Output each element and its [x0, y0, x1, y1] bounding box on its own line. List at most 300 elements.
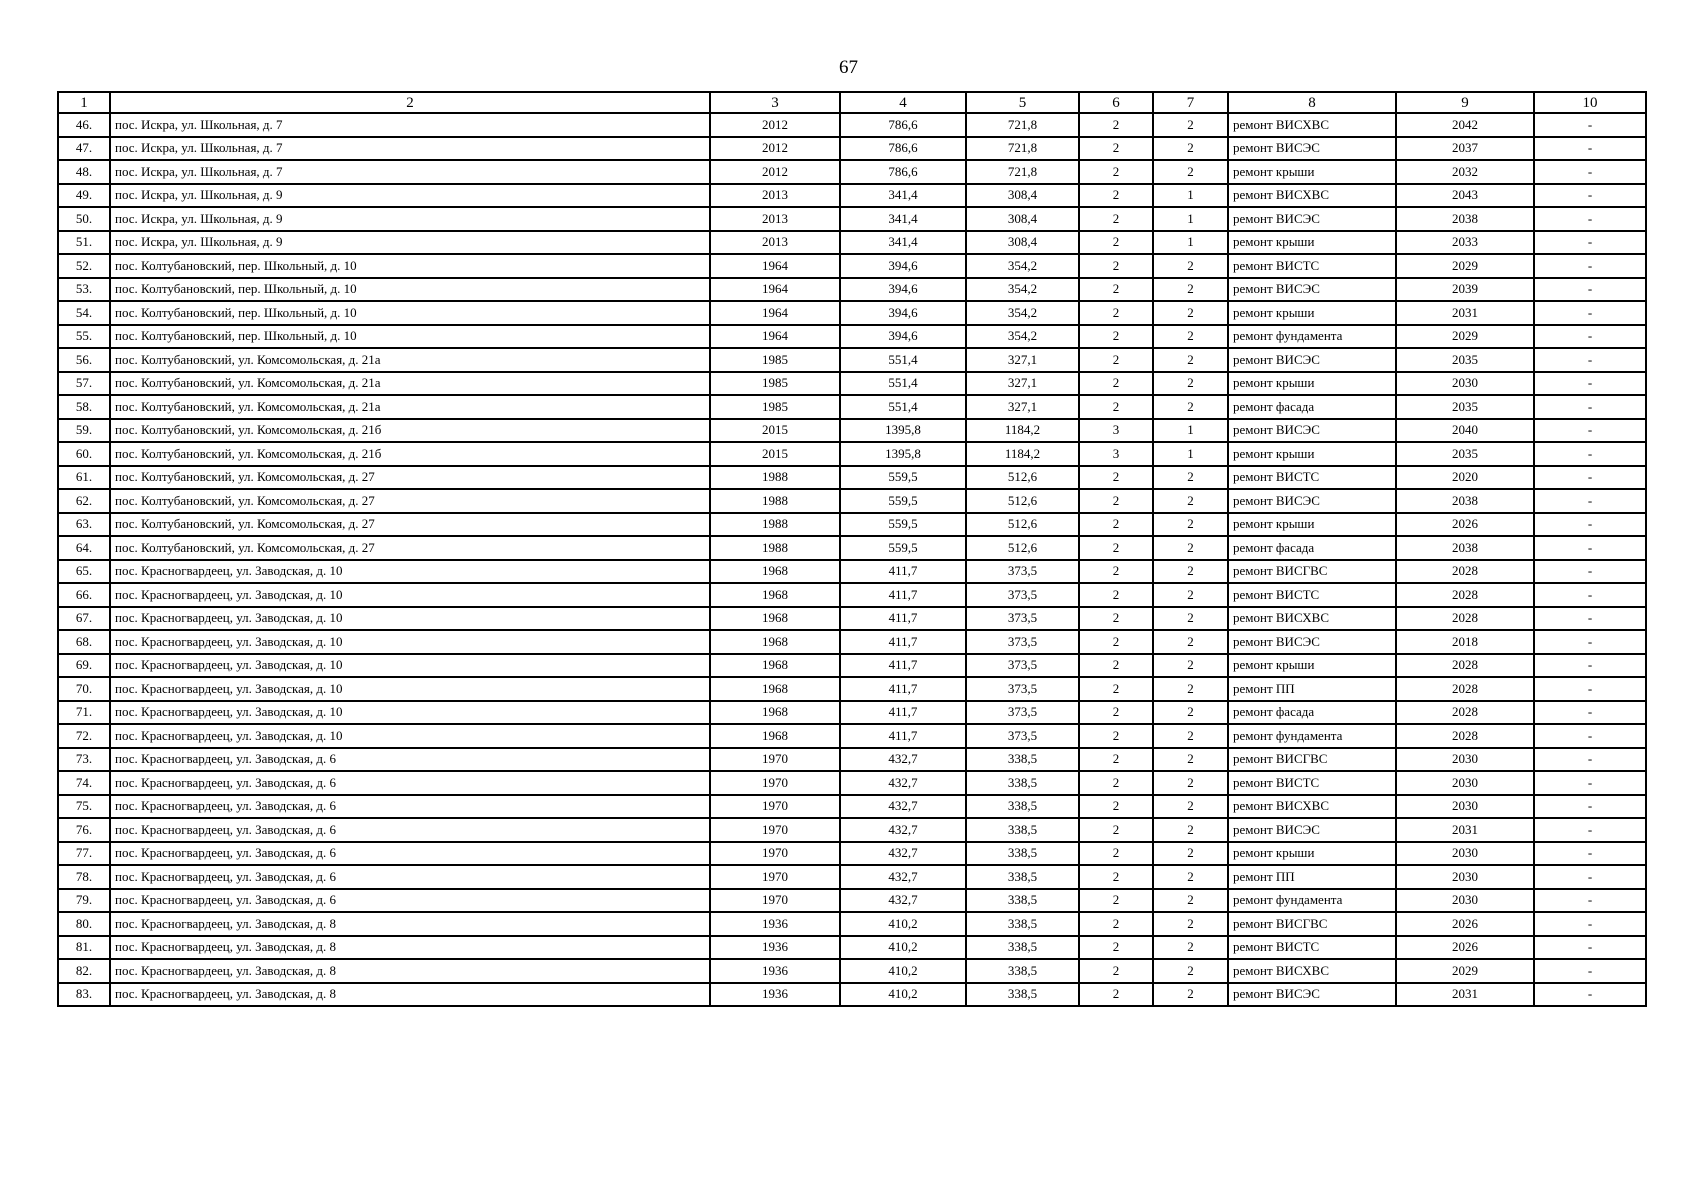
row-number-cell: 80.	[58, 912, 110, 936]
total-area-cell: 394,6	[840, 278, 966, 302]
note-cell: -	[1534, 442, 1646, 466]
living-area-cell: 721,8	[966, 160, 1079, 184]
entrances-cell: 1	[1153, 231, 1228, 255]
year-built-cell: 1970	[710, 842, 840, 866]
address-cell: пос. Красногвардеец, ул. Заводская, д. 8	[110, 936, 710, 960]
row-number-cell: 68.	[58, 630, 110, 654]
row-number-cell: 76.	[58, 818, 110, 842]
planned-year-cell: 2028	[1396, 701, 1534, 725]
table-row	[58, 959, 1646, 983]
work-type-cell: ремонт ВИСТС	[1228, 583, 1396, 607]
total-area-cell: 786,6	[840, 160, 966, 184]
year-built-cell: 2012	[710, 113, 840, 137]
planned-year-cell: 2020	[1396, 466, 1534, 490]
entrances-cell: 2	[1153, 254, 1228, 278]
living-area-cell: 308,4	[966, 184, 1079, 208]
table-row	[58, 325, 1646, 349]
entrances-cell: 2	[1153, 113, 1228, 137]
planned-year-cell: 2030	[1396, 771, 1534, 795]
entrances-cell: 1	[1153, 184, 1228, 208]
floors-cell: 2	[1079, 912, 1153, 936]
table-row	[58, 724, 1646, 748]
table-row	[58, 301, 1646, 325]
table-row	[58, 607, 1646, 631]
row-number-cell: 70.	[58, 677, 110, 701]
living-area-cell: 338,5	[966, 771, 1079, 795]
header-cell: 2	[110, 92, 710, 113]
address-cell: пос. Красногвардеец, ул. Заводская, д. 6	[110, 771, 710, 795]
header-row	[58, 92, 1646, 113]
total-area-cell: 432,7	[840, 842, 966, 866]
floors-cell: 2	[1079, 513, 1153, 537]
address-cell: пос. Красногвардеец, ул. Заводская, д. 10	[110, 654, 710, 678]
work-type-cell: ремонт ВИСХВС	[1228, 113, 1396, 137]
note-cell: -	[1534, 607, 1646, 631]
row-number-cell: 60.	[58, 442, 110, 466]
planned-year-cell: 2029	[1396, 254, 1534, 278]
row-number-cell: 55.	[58, 325, 110, 349]
note-cell: -	[1534, 959, 1646, 983]
year-built-cell: 1968	[710, 583, 840, 607]
work-type-cell: ремонт фундамента	[1228, 724, 1396, 748]
table-row	[58, 536, 1646, 560]
total-area-cell: 411,7	[840, 724, 966, 748]
year-built-cell: 1968	[710, 701, 840, 725]
total-area-cell: 341,4	[840, 184, 966, 208]
total-area-cell: 411,7	[840, 677, 966, 701]
living-area-cell: 512,6	[966, 513, 1079, 537]
total-area-cell: 559,5	[840, 466, 966, 490]
work-type-cell: ремонт ВИСЭС	[1228, 630, 1396, 654]
address-cell: пос. Красногвардеец, ул. Заводская, д. 6	[110, 818, 710, 842]
floors-cell: 2	[1079, 207, 1153, 231]
living-area-cell: 373,5	[966, 724, 1079, 748]
entrances-cell: 2	[1153, 466, 1228, 490]
note-cell: -	[1534, 489, 1646, 513]
row-number-cell: 48.	[58, 160, 110, 184]
living-area-cell: 512,6	[966, 466, 1079, 490]
row-number-cell: 72.	[58, 724, 110, 748]
total-area-cell: 341,4	[840, 207, 966, 231]
entrances-cell: 2	[1153, 677, 1228, 701]
planned-year-cell: 2035	[1396, 395, 1534, 419]
floors-cell: 2	[1079, 184, 1153, 208]
total-area-cell: 786,6	[840, 137, 966, 161]
table-row	[58, 513, 1646, 537]
note-cell: -	[1534, 983, 1646, 1007]
total-area-cell: 394,6	[840, 301, 966, 325]
note-cell: -	[1534, 865, 1646, 889]
header-cell: 6	[1079, 92, 1153, 113]
floors-cell: 2	[1079, 771, 1153, 795]
address-cell: пос. Колтубановский, ул. Комсомольская, д. 21а	[110, 372, 710, 396]
entrances-cell: 2	[1153, 583, 1228, 607]
total-area-cell: 559,5	[840, 536, 966, 560]
address-cell: пос. Колтубановский, пер. Школьный, д. 10	[110, 254, 710, 278]
note-cell: -	[1534, 818, 1646, 842]
total-area-cell: 411,7	[840, 654, 966, 678]
address-cell: пос. Красногвардеец, ул. Заводская, д. 6	[110, 842, 710, 866]
entrances-cell: 2	[1153, 160, 1228, 184]
total-area-cell: 411,7	[840, 701, 966, 725]
work-type-cell: ремонт ВИСТС	[1228, 936, 1396, 960]
living-area-cell: 373,5	[966, 630, 1079, 654]
living-area-cell: 1184,2	[966, 419, 1079, 443]
row-number-cell: 53.	[58, 278, 110, 302]
floors-cell: 2	[1079, 301, 1153, 325]
address-cell: пос. Красногвардеец, ул. Заводская, д. 8	[110, 959, 710, 983]
row-number-cell: 47.	[58, 137, 110, 161]
work-type-cell: ремонт ВИСЭС	[1228, 419, 1396, 443]
work-type-cell: ремонт крыши	[1228, 231, 1396, 255]
year-built-cell: 1988	[710, 466, 840, 490]
living-area-cell: 373,5	[966, 677, 1079, 701]
work-type-cell: ремонт ВИСХВС	[1228, 959, 1396, 983]
total-area-cell: 786,6	[840, 113, 966, 137]
planned-year-cell: 2031	[1396, 301, 1534, 325]
note-cell: -	[1534, 936, 1646, 960]
work-type-cell: ремонт ВИСТС	[1228, 254, 1396, 278]
floors-cell: 2	[1079, 936, 1153, 960]
planned-year-cell: 2035	[1396, 348, 1534, 372]
floors-cell: 2	[1079, 231, 1153, 255]
total-area-cell: 432,7	[840, 865, 966, 889]
row-number-cell: 51.	[58, 231, 110, 255]
planned-year-cell: 2026	[1396, 912, 1534, 936]
year-built-cell: 1970	[710, 771, 840, 795]
year-built-cell: 1970	[710, 795, 840, 819]
table-row	[58, 489, 1646, 513]
work-type-cell: ремонт ВИСТС	[1228, 771, 1396, 795]
work-type-cell: ремонт ВИСЭС	[1228, 489, 1396, 513]
note-cell: -	[1534, 372, 1646, 396]
floors-cell: 3	[1079, 442, 1153, 466]
note-cell: -	[1534, 583, 1646, 607]
floors-cell: 2	[1079, 842, 1153, 866]
entrances-cell: 2	[1153, 983, 1228, 1007]
planned-year-cell: 2029	[1396, 959, 1534, 983]
living-area-cell: 354,2	[966, 325, 1079, 349]
entrances-cell: 2	[1153, 630, 1228, 654]
table-row	[58, 583, 1646, 607]
planned-year-cell: 2030	[1396, 842, 1534, 866]
address-cell: пос. Искра, ул. Школьная, д. 7	[110, 137, 710, 161]
table-row	[58, 983, 1646, 1007]
entrances-cell: 2	[1153, 818, 1228, 842]
note-cell: -	[1534, 466, 1646, 490]
table-row	[58, 160, 1646, 184]
row-number-cell: 54.	[58, 301, 110, 325]
living-area-cell: 308,4	[966, 231, 1079, 255]
address-cell: пос. Красногвардеец, ул. Заводская, д. 6	[110, 795, 710, 819]
work-type-cell: ремонт фундамента	[1228, 889, 1396, 913]
year-built-cell: 2012	[710, 160, 840, 184]
table-row	[58, 865, 1646, 889]
table-row	[58, 748, 1646, 772]
row-number-cell: 64.	[58, 536, 110, 560]
entrances-cell: 1	[1153, 442, 1228, 466]
note-cell: -	[1534, 207, 1646, 231]
note-cell: -	[1534, 160, 1646, 184]
total-area-cell: 559,5	[840, 489, 966, 513]
total-area-cell: 1395,8	[840, 419, 966, 443]
living-area-cell: 1184,2	[966, 442, 1079, 466]
note-cell: -	[1534, 254, 1646, 278]
floors-cell: 2	[1079, 630, 1153, 654]
planned-year-cell: 2038	[1396, 207, 1534, 231]
year-built-cell: 1964	[710, 301, 840, 325]
entrances-cell: 1	[1153, 419, 1228, 443]
row-number-cell: 59.	[58, 419, 110, 443]
floors-cell: 2	[1079, 654, 1153, 678]
total-area-cell: 432,7	[840, 748, 966, 772]
address-cell: пос. Красногвардеец, ул. Заводская, д. 10	[110, 560, 710, 584]
total-area-cell: 432,7	[840, 889, 966, 913]
row-number-cell: 58.	[58, 395, 110, 419]
work-type-cell: ремонт крыши	[1228, 654, 1396, 678]
row-number-cell: 62.	[58, 489, 110, 513]
year-built-cell: 1936	[710, 983, 840, 1007]
floors-cell: 2	[1079, 748, 1153, 772]
year-built-cell: 1985	[710, 395, 840, 419]
address-cell: пос. Искра, ул. Школьная, д. 7	[110, 160, 710, 184]
work-type-cell: ремонт ВИСЭС	[1228, 207, 1396, 231]
year-built-cell: 2013	[710, 184, 840, 208]
table-row	[58, 466, 1646, 490]
floors-cell: 2	[1079, 701, 1153, 725]
living-area-cell: 338,5	[966, 889, 1079, 913]
row-number-cell: 66.	[58, 583, 110, 607]
floors-cell: 2	[1079, 607, 1153, 631]
note-cell: -	[1534, 889, 1646, 913]
entrances-cell: 2	[1153, 959, 1228, 983]
floors-cell: 2	[1079, 583, 1153, 607]
entrances-cell: 2	[1153, 842, 1228, 866]
note-cell: -	[1534, 654, 1646, 678]
table-row	[58, 137, 1646, 161]
planned-year-cell: 2035	[1396, 442, 1534, 466]
planned-year-cell: 2040	[1396, 419, 1534, 443]
row-number-cell: 50.	[58, 207, 110, 231]
work-type-cell: ремонт ВИСЭС	[1228, 348, 1396, 372]
year-built-cell: 2015	[710, 442, 840, 466]
note-cell: -	[1534, 912, 1646, 936]
header-cell: 7	[1153, 92, 1228, 113]
work-type-cell: ремонт крыши	[1228, 372, 1396, 396]
work-type-cell: ремонт ПП	[1228, 677, 1396, 701]
address-cell: пос. Колтубановский, ул. Комсомольская, д. 27	[110, 489, 710, 513]
planned-year-cell: 2038	[1396, 536, 1534, 560]
note-cell: -	[1534, 395, 1646, 419]
note-cell: -	[1534, 771, 1646, 795]
year-built-cell: 1985	[710, 348, 840, 372]
row-number-cell: 83.	[58, 983, 110, 1007]
table-row	[58, 677, 1646, 701]
planned-year-cell: 2030	[1396, 748, 1534, 772]
total-area-cell: 410,2	[840, 983, 966, 1007]
year-built-cell: 1936	[710, 959, 840, 983]
address-cell: пос. Колтубановский, пер. Школьный, д. 10	[110, 325, 710, 349]
living-area-cell: 512,6	[966, 489, 1079, 513]
floors-cell: 2	[1079, 489, 1153, 513]
row-number-cell: 75.	[58, 795, 110, 819]
year-built-cell: 1985	[710, 372, 840, 396]
planned-year-cell: 2018	[1396, 630, 1534, 654]
living-area-cell: 512,6	[966, 536, 1079, 560]
year-built-cell: 1970	[710, 818, 840, 842]
planned-year-cell: 2030	[1396, 372, 1534, 396]
living-area-cell: 338,5	[966, 983, 1079, 1007]
note-cell: -	[1534, 348, 1646, 372]
floors-cell: 2	[1079, 983, 1153, 1007]
table-row	[58, 701, 1646, 725]
living-area-cell: 338,5	[966, 818, 1079, 842]
living-area-cell: 338,5	[966, 842, 1079, 866]
work-type-cell: ремонт ВИСХВС	[1228, 607, 1396, 631]
living-area-cell: 338,5	[966, 936, 1079, 960]
repair-schedule-table	[57, 91, 1647, 1007]
year-built-cell: 1970	[710, 748, 840, 772]
work-type-cell: ремонт фасада	[1228, 701, 1396, 725]
row-number-cell: 81.	[58, 936, 110, 960]
row-number-cell: 49.	[58, 184, 110, 208]
row-number-cell: 71.	[58, 701, 110, 725]
header-cell: 10	[1534, 92, 1646, 113]
note-cell: -	[1534, 560, 1646, 584]
header-cell: 8	[1228, 92, 1396, 113]
year-built-cell: 1988	[710, 489, 840, 513]
floors-cell: 3	[1079, 419, 1153, 443]
entrances-cell: 2	[1153, 489, 1228, 513]
address-cell: пос. Красногвардеец, ул. Заводская, д. 10	[110, 583, 710, 607]
table-row	[58, 184, 1646, 208]
row-number-cell: 77.	[58, 842, 110, 866]
planned-year-cell: 2028	[1396, 560, 1534, 584]
floors-cell: 2	[1079, 889, 1153, 913]
total-area-cell: 551,4	[840, 395, 966, 419]
total-area-cell: 559,5	[840, 513, 966, 537]
address-cell: пос. Колтубановский, ул. Комсомольская, д. 21б	[110, 419, 710, 443]
living-area-cell: 721,8	[966, 113, 1079, 137]
table-row	[58, 278, 1646, 302]
note-cell: -	[1534, 513, 1646, 537]
living-area-cell: 338,5	[966, 865, 1079, 889]
row-number-cell: 67.	[58, 607, 110, 631]
floors-cell: 2	[1079, 865, 1153, 889]
floors-cell: 2	[1079, 137, 1153, 161]
work-type-cell: ремонт фасада	[1228, 536, 1396, 560]
table-row	[58, 560, 1646, 584]
living-area-cell: 338,5	[966, 959, 1079, 983]
entrances-cell: 2	[1153, 654, 1228, 678]
planned-year-cell: 2031	[1396, 818, 1534, 842]
year-built-cell: 1936	[710, 936, 840, 960]
total-area-cell: 411,7	[840, 560, 966, 584]
table-row	[58, 419, 1646, 443]
year-built-cell: 2013	[710, 207, 840, 231]
note-cell: -	[1534, 677, 1646, 701]
living-area-cell: 373,5	[966, 607, 1079, 631]
table-row	[58, 795, 1646, 819]
entrances-cell: 2	[1153, 771, 1228, 795]
floors-cell: 2	[1079, 395, 1153, 419]
planned-year-cell: 2028	[1396, 583, 1534, 607]
total-area-cell: 551,4	[840, 372, 966, 396]
table-row	[58, 207, 1646, 231]
floors-cell: 2	[1079, 113, 1153, 137]
planned-year-cell: 2028	[1396, 724, 1534, 748]
row-number-cell: 82.	[58, 959, 110, 983]
address-cell: пос. Колтубановский, ул. Комсомольская, д. 21а	[110, 395, 710, 419]
total-area-cell: 1395,8	[840, 442, 966, 466]
work-type-cell: ремонт ВИСГВС	[1228, 912, 1396, 936]
planned-year-cell: 2030	[1396, 889, 1534, 913]
year-built-cell: 1988	[710, 536, 840, 560]
work-type-cell: ремонт крыши	[1228, 513, 1396, 537]
address-cell: пос. Красногвардеец, ул. Заводская, д. 6	[110, 889, 710, 913]
row-number-cell: 69.	[58, 654, 110, 678]
note-cell: -	[1534, 419, 1646, 443]
entrances-cell: 2	[1153, 795, 1228, 819]
living-area-cell: 354,2	[966, 301, 1079, 325]
planned-year-cell: 2028	[1396, 654, 1534, 678]
note-cell: -	[1534, 325, 1646, 349]
floors-cell: 2	[1079, 959, 1153, 983]
total-area-cell: 411,7	[840, 630, 966, 654]
address-cell: пос. Искра, ул. Школьная, д. 9	[110, 207, 710, 231]
year-built-cell: 1964	[710, 278, 840, 302]
header-cell: 3	[710, 92, 840, 113]
address-cell: пос. Красногвардеец, ул. Заводская, д. 8	[110, 983, 710, 1007]
total-area-cell: 410,2	[840, 912, 966, 936]
note-cell: -	[1534, 113, 1646, 137]
year-built-cell: 1968	[710, 724, 840, 748]
row-number-cell: 74.	[58, 771, 110, 795]
living-area-cell: 354,2	[966, 254, 1079, 278]
table-row	[58, 231, 1646, 255]
header-cell: 4	[840, 92, 966, 113]
entrances-cell: 2	[1153, 936, 1228, 960]
note-cell: -	[1534, 701, 1646, 725]
work-type-cell: ремонт ВИСЭС	[1228, 818, 1396, 842]
year-built-cell: 1964	[710, 254, 840, 278]
entrances-cell: 2	[1153, 513, 1228, 537]
planned-year-cell: 2026	[1396, 513, 1534, 537]
planned-year-cell: 2042	[1396, 113, 1534, 137]
note-cell: -	[1534, 137, 1646, 161]
row-number-cell: 73.	[58, 748, 110, 772]
note-cell: -	[1534, 748, 1646, 772]
living-area-cell: 373,5	[966, 583, 1079, 607]
address-cell: пос. Колтубановский, ул. Комсомольская, д. 21а	[110, 348, 710, 372]
planned-year-cell: 2029	[1396, 325, 1534, 349]
work-type-cell: ремонт фасада	[1228, 395, 1396, 419]
year-built-cell: 1936	[710, 912, 840, 936]
year-built-cell: 1968	[710, 654, 840, 678]
table-row	[58, 254, 1646, 278]
year-built-cell: 1968	[710, 630, 840, 654]
note-cell: -	[1534, 536, 1646, 560]
row-number-cell: 79.	[58, 889, 110, 913]
address-cell: пос. Искра, ул. Школьная, д. 9	[110, 184, 710, 208]
address-cell: пос. Искра, ул. Школьная, д. 9	[110, 231, 710, 255]
living-area-cell: 327,1	[966, 372, 1079, 396]
total-area-cell: 432,7	[840, 818, 966, 842]
header-cell: 9	[1396, 92, 1534, 113]
note-cell: -	[1534, 795, 1646, 819]
living-area-cell: 373,5	[966, 701, 1079, 725]
year-built-cell: 1964	[710, 325, 840, 349]
